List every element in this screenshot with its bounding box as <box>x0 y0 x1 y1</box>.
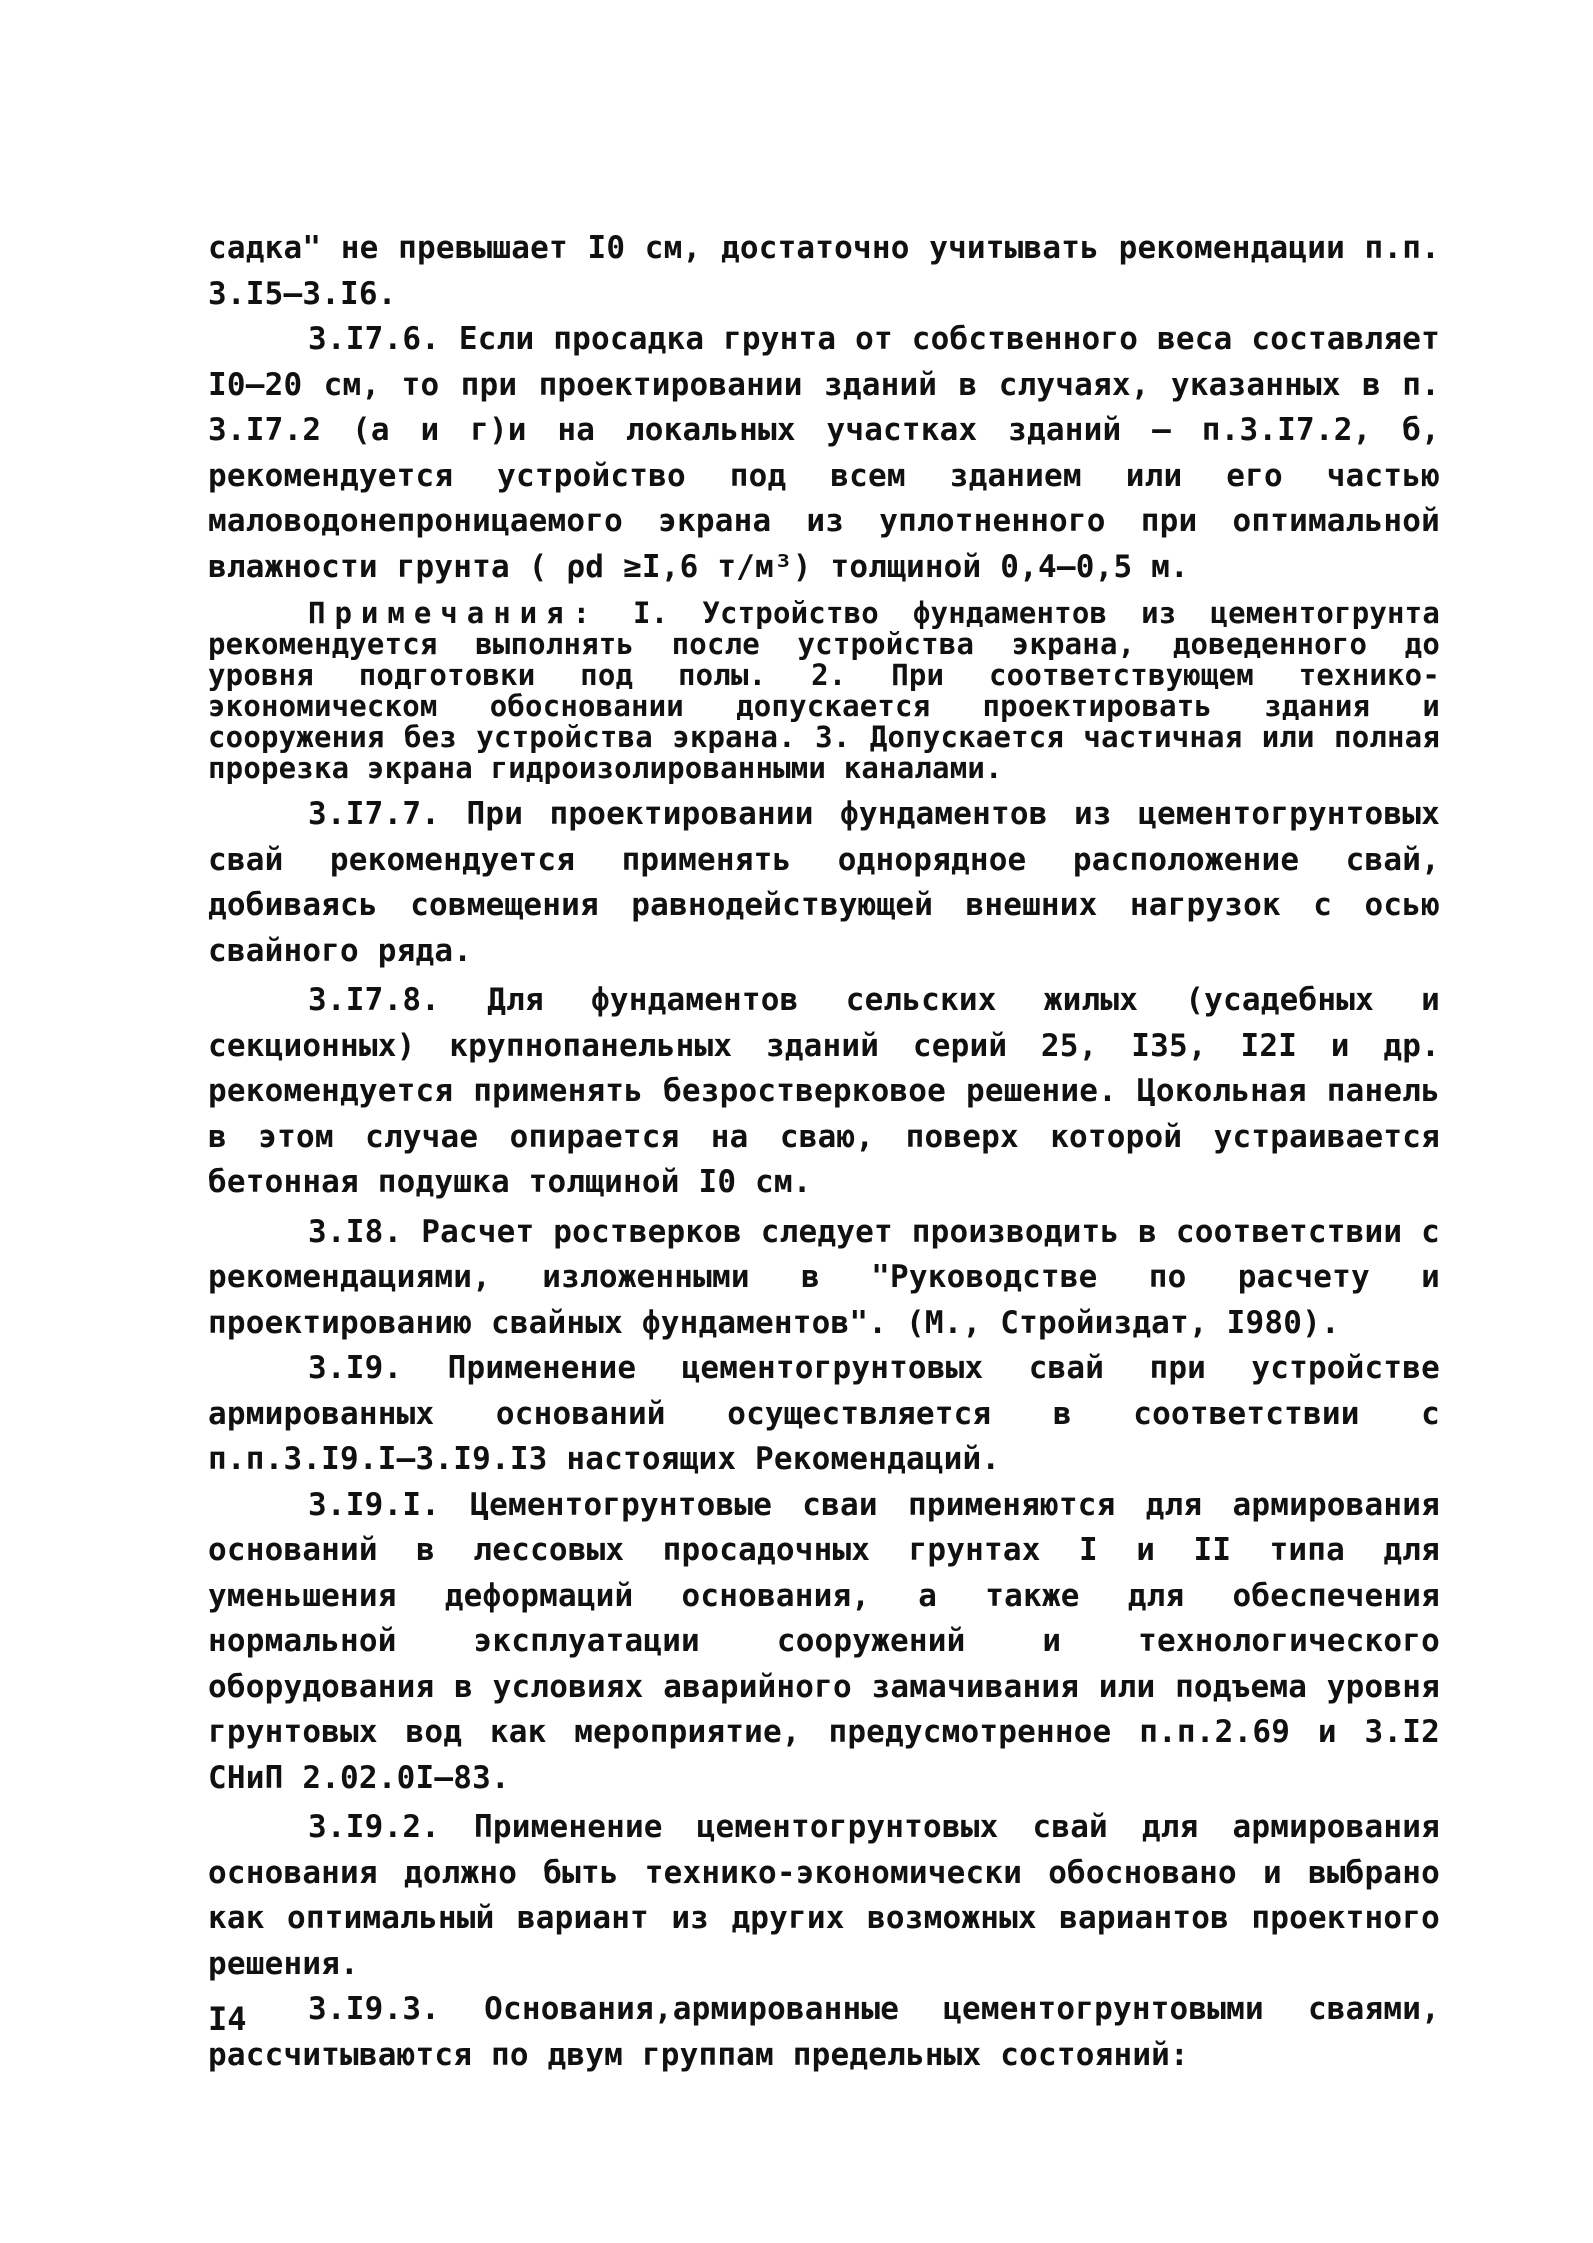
paragraph-3-19: 3.I9. Применение цементогрунтовых свай при устройстве армированных оснований осуществляется в соответствии с п.п.3.I9.I–3.I9.I3 настоящих Рекомендаций. <box>208 1350 1440 1477</box>
note-label: Примечания: <box>308 596 600 630</box>
paragraph-3-19-2: 3.I9.2. Применение цементогрунтовых свай для армирования основания должно быть технико-экономически обосновано и выбрано как оптимальный вариант из других возможных вариантов проектного решения. <box>208 1809 1440 1982</box>
paragraph-3-17-7: 3.I7.7. При проектировании фундаментов из цементогрунтовых свай рекомендуется применять однорядное расположение свай, добиваясь совмещения равнодействующей внешних нагрузок с осью свайного ряда. <box>208 796 1440 969</box>
body-text <box>208 226 1440 2078</box>
paragraph-3-18: 3.I8. Расчет ростверков следует производить в соответствии с рекомендациями, изложенными в "Руководстве по расчету и проектированию свайных фундаментов". (М., Стройиздат, I980). <box>208 1213 1440 1341</box>
page-number: I4 <box>208 2000 247 2038</box>
paragraph-3-19-1: 3.I9.I. Цементогрунтовые сваи применяются для армирования оснований в лессовых просадочных грунтах I и II типа для уменьшения деформаций основания, а также для обеспечения нормальной эксплуатации сооружений и технологического оборудования в условиях аварийного замачивания или подъема уровня грунтовых вод как мероприятие, предусмотренное п.п.2.69 и 3.I2 СНиП 2.02.0I–83. <box>208 1486 1440 1796</box>
note-text: I. Устройство фундаментов из цементогрунта рекомендуется выполнять после устройства экрана, доведенного до уровня подготовки под полы. 2. При соответствующем технико-экономическом обосновании допускается проектировать здания и сооружения без устройства экрана. 3. Допускается частичная или полная прорезка экрана гидроизолированными каналами. <box>208 596 1440 785</box>
note-block <box>208 598 1440 784</box>
paragraph-3-17-8: 3.I7.8. Для фундаментов сельских жилых (усадебных и секционных) крупнопанельных зданий серий 25, I35, I2I и др. рекомендуется применять безростверковое решение. Цокольная панель в этом случае опирается на сваю, поверх которой устраивается бетонная подушка толщиной I0 см. <box>208 982 1440 1200</box>
paragraph-3-19-3: 3.I9.3. Основания,армированные цементогрунтовыми сваями, рассчитываются по двум группам предельных состояний: <box>208 1991 1440 2073</box>
paragraph-3-17-6: 3.I7.6. Если просадка грунта от собственного веса составляет I0–20 см, то при проектировании зданий в случаях, указанных в п. 3.I7.2 (а и г)и на локальных участках зданий – п.3.I7.2, б, рекомендуется устройство под всем зданием или его частью маловодонепроницаемого экрана из уплотненного при оптимальной влажности грунта ( ρd ≥I,6 т/м³) толщиной 0,4–0,5 м. <box>208 321 1440 585</box>
paragraph-continuation: садка" не превышает I0 см, достаточно учитывать рекомендации п.п. 3.I5–3.I6. <box>208 230 1440 312</box>
